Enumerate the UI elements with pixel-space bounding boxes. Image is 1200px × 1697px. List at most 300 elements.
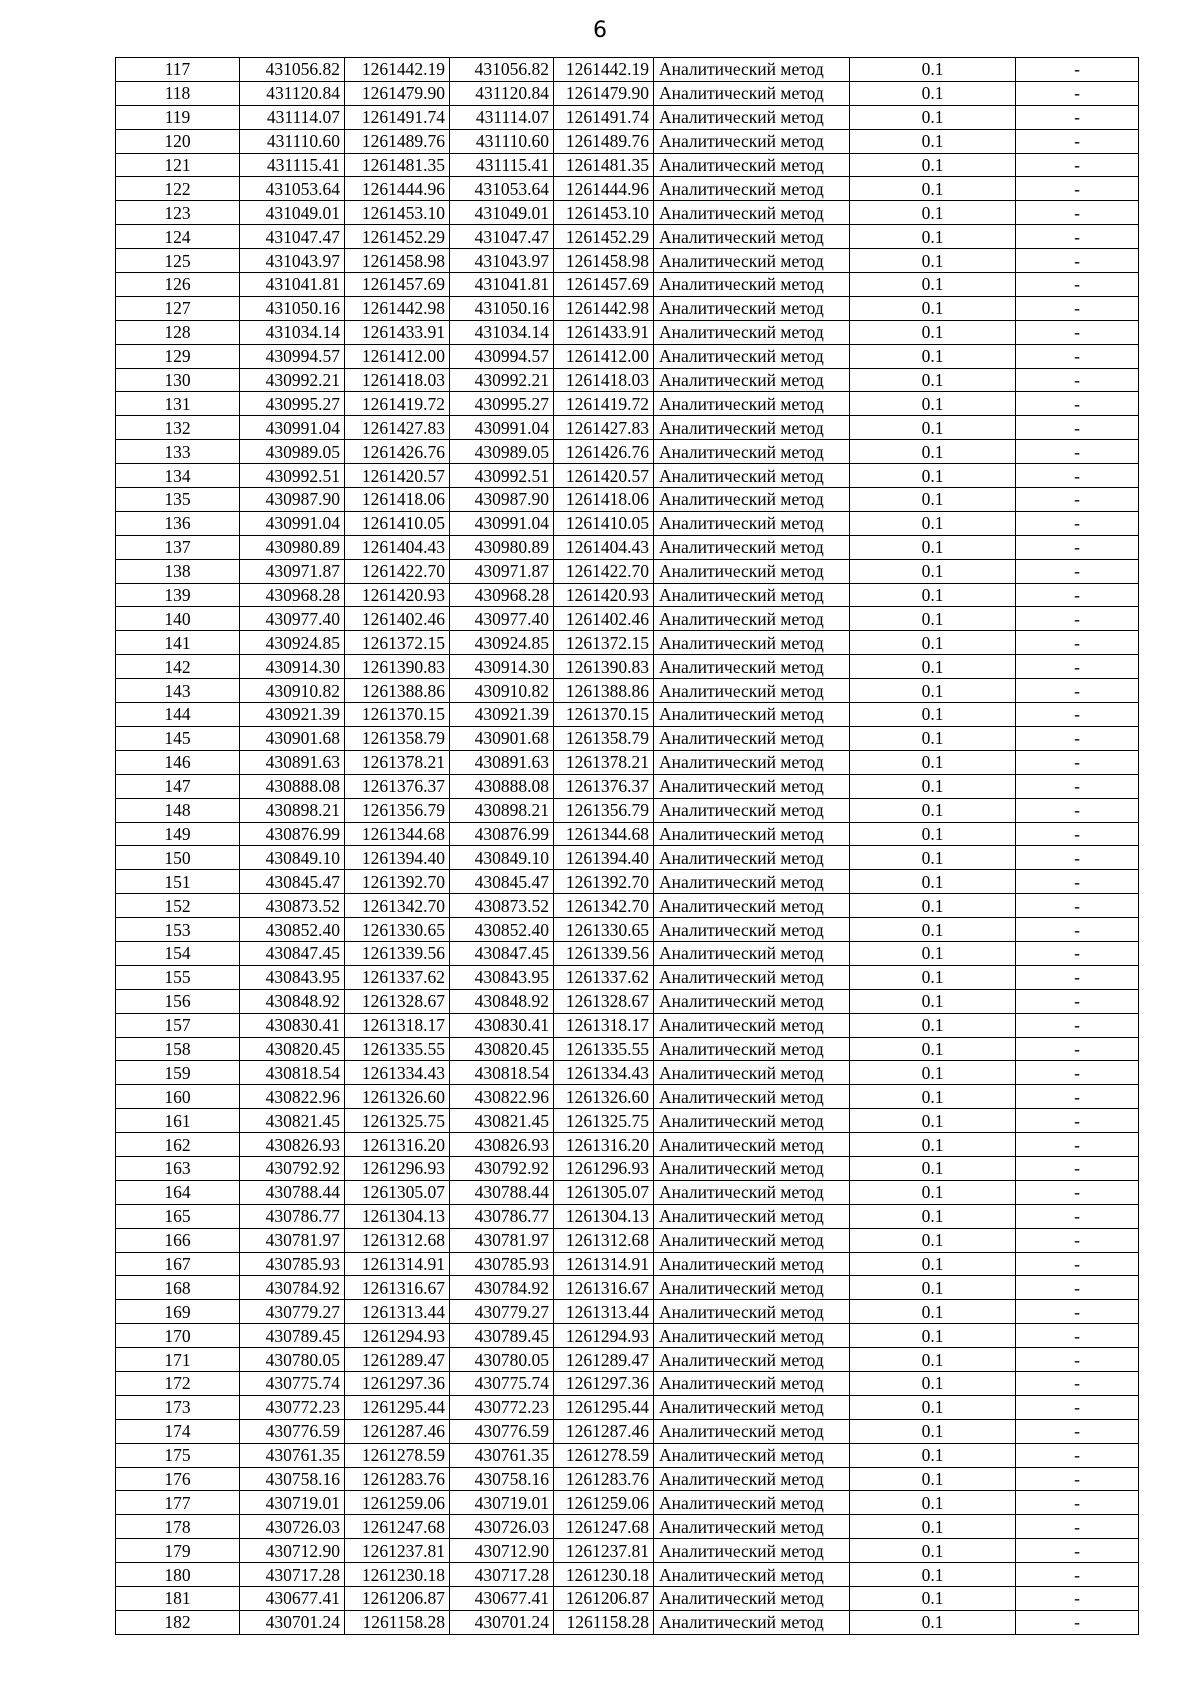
table-row	[116, 1228, 1139, 1252]
table-row	[116, 1061, 1139, 1085]
table-row	[116, 703, 1139, 727]
table-row	[116, 989, 1139, 1013]
table-row	[116, 1395, 1139, 1419]
method-cell: Аналитический метод	[654, 965, 850, 989]
accuracy-cell: 0.1	[850, 58, 1016, 82]
y-new-cell: 1261410.05	[554, 511, 654, 535]
y-new-cell: 1261339.56	[554, 941, 654, 965]
method-cell: Аналитический метод	[654, 1133, 850, 1157]
y-new-cell: 1261442.98	[554, 296, 654, 320]
table-row	[116, 583, 1139, 607]
x-new-cell: 430788.44	[450, 1180, 554, 1204]
table-row	[116, 225, 1139, 249]
x-new-cell: 431056.82	[450, 58, 554, 82]
y-old-cell: 1261316.67	[345, 1276, 450, 1300]
x-new-cell: 431053.64	[450, 177, 554, 201]
method-cell: Аналитический метод	[654, 1156, 850, 1180]
x-new-cell: 430712.90	[450, 1539, 554, 1563]
table-body	[116, 58, 1139, 1635]
note-cell: -	[1016, 1539, 1139, 1563]
x-old-cell: 431047.47	[240, 225, 345, 249]
point-number-cell: 157	[116, 1013, 240, 1037]
note-cell: -	[1016, 989, 1139, 1013]
accuracy-cell: 0.1	[850, 750, 1016, 774]
table-row	[116, 153, 1139, 177]
table-row	[116, 918, 1139, 942]
x-old-cell: 430677.41	[240, 1587, 345, 1611]
table-row	[116, 1204, 1139, 1228]
note-cell: -	[1016, 177, 1139, 201]
note-cell: -	[1016, 607, 1139, 631]
y-new-cell: 1261426.76	[554, 440, 654, 464]
note-cell: -	[1016, 631, 1139, 655]
note-cell: -	[1016, 1443, 1139, 1467]
method-cell: Аналитический метод	[654, 488, 850, 512]
method-cell: Аналитический метод	[654, 1324, 850, 1348]
x-new-cell: 430901.68	[450, 726, 554, 750]
note-cell: -	[1016, 225, 1139, 249]
accuracy-cell: 0.1	[850, 870, 1016, 894]
y-new-cell: 1261356.79	[554, 798, 654, 822]
x-new-cell: 431110.60	[450, 129, 554, 153]
y-new-cell: 1261342.70	[554, 894, 654, 918]
x-new-cell: 430820.45	[450, 1037, 554, 1061]
x-new-cell: 430888.08	[450, 774, 554, 798]
x-old-cell: 430921.39	[240, 703, 345, 727]
y-old-cell: 1261489.76	[345, 129, 450, 153]
x-old-cell: 430891.63	[240, 750, 345, 774]
y-new-cell: 1261294.93	[554, 1324, 654, 1348]
accuracy-cell: 0.1	[850, 1228, 1016, 1252]
point-number-cell: 154	[116, 941, 240, 965]
x-old-cell: 430995.27	[240, 392, 345, 416]
y-new-cell: 1261412.00	[554, 344, 654, 368]
point-number-cell: 117	[116, 58, 240, 82]
point-number-cell: 122	[116, 177, 240, 201]
x-new-cell: 430987.90	[450, 488, 554, 512]
x-new-cell: 430968.28	[450, 583, 554, 607]
note-cell: -	[1016, 249, 1139, 273]
y-new-cell: 1261314.91	[554, 1252, 654, 1276]
x-new-cell: 430775.74	[450, 1371, 554, 1395]
method-cell: Аналитический метод	[654, 81, 850, 105]
note-cell: -	[1016, 1109, 1139, 1133]
table-row	[116, 1037, 1139, 1061]
table-row	[116, 249, 1139, 273]
note-cell: -	[1016, 965, 1139, 989]
y-old-cell: 1261314.91	[345, 1252, 450, 1276]
point-number-cell: 133	[116, 440, 240, 464]
y-old-cell: 1261412.00	[345, 344, 450, 368]
method-cell: Аналитический метод	[654, 1276, 850, 1300]
table-row	[116, 58, 1139, 82]
x-new-cell: 430701.24	[450, 1610, 554, 1634]
y-new-cell: 1261370.15	[554, 703, 654, 727]
x-new-cell: 430761.35	[450, 1443, 554, 1467]
y-old-cell: 1261410.05	[345, 511, 450, 535]
accuracy-cell: 0.1	[850, 392, 1016, 416]
y-old-cell: 1261339.56	[345, 941, 450, 965]
x-new-cell: 430914.30	[450, 655, 554, 679]
y-old-cell: 1261305.07	[345, 1180, 450, 1204]
y-new-cell: 1261392.70	[554, 870, 654, 894]
y-new-cell: 1261444.96	[554, 177, 654, 201]
y-old-cell: 1261337.62	[345, 965, 450, 989]
accuracy-cell: 0.1	[850, 774, 1016, 798]
method-cell: Аналитический метод	[654, 798, 850, 822]
x-old-cell: 430968.28	[240, 583, 345, 607]
accuracy-cell: 0.1	[850, 1156, 1016, 1180]
x-new-cell: 430873.52	[450, 894, 554, 918]
accuracy-cell: 0.1	[850, 1013, 1016, 1037]
y-new-cell: 1261358.79	[554, 726, 654, 750]
method-cell: Аналитический метод	[654, 296, 850, 320]
table-row	[116, 870, 1139, 894]
y-old-cell: 1261376.37	[345, 774, 450, 798]
method-cell: Аналитический метод	[654, 1252, 850, 1276]
y-old-cell: 1261278.59	[345, 1443, 450, 1467]
x-new-cell: 430821.45	[450, 1109, 554, 1133]
y-new-cell: 1261344.68	[554, 822, 654, 846]
method-cell: Аналитический метод	[654, 1467, 850, 1491]
x-old-cell: 430830.41	[240, 1013, 345, 1037]
x-old-cell: 430719.01	[240, 1491, 345, 1515]
point-number-cell: 153	[116, 918, 240, 942]
x-old-cell: 430852.40	[240, 918, 345, 942]
method-cell: Аналитический метод	[654, 1204, 850, 1228]
accuracy-cell: 0.1	[850, 201, 1016, 225]
note-cell: -	[1016, 58, 1139, 82]
x-old-cell: 430980.89	[240, 535, 345, 559]
table-row	[116, 655, 1139, 679]
point-number-cell: 150	[116, 846, 240, 870]
note-cell: -	[1016, 1252, 1139, 1276]
method-cell: Аналитический метод	[654, 822, 850, 846]
accuracy-cell: 0.1	[850, 105, 1016, 129]
table-row	[116, 511, 1139, 535]
point-number-cell: 151	[116, 870, 240, 894]
method-cell: Аналитический метод	[654, 249, 850, 273]
note-cell: -	[1016, 320, 1139, 344]
x-new-cell: 430772.23	[450, 1395, 554, 1419]
accuracy-cell: 0.1	[850, 846, 1016, 870]
note-cell: -	[1016, 392, 1139, 416]
y-new-cell: 1261283.76	[554, 1467, 654, 1491]
accuracy-cell: 0.1	[850, 1324, 1016, 1348]
y-old-cell: 1261452.29	[345, 225, 450, 249]
x-new-cell: 430717.28	[450, 1563, 554, 1587]
table-row	[116, 201, 1139, 225]
accuracy-cell: 0.1	[850, 1467, 1016, 1491]
note-cell: -	[1016, 81, 1139, 105]
method-cell: Аналитический метод	[654, 1228, 850, 1252]
point-number-cell: 144	[116, 703, 240, 727]
y-new-cell: 1261312.68	[554, 1228, 654, 1252]
x-old-cell: 430775.74	[240, 1371, 345, 1395]
y-old-cell: 1261334.43	[345, 1061, 450, 1085]
x-old-cell: 430786.77	[240, 1204, 345, 1228]
accuracy-cell: 0.1	[850, 1419, 1016, 1443]
method-cell: Аналитический метод	[654, 941, 850, 965]
method-cell: Аналитический метод	[654, 153, 850, 177]
y-new-cell: 1261372.15	[554, 631, 654, 655]
accuracy-cell: 0.1	[850, 1587, 1016, 1611]
table-row	[116, 1443, 1139, 1467]
accuracy-cell: 0.1	[850, 1491, 1016, 1515]
y-old-cell: 1261356.79	[345, 798, 450, 822]
table-row	[116, 368, 1139, 392]
method-cell: Аналитический метод	[654, 1443, 850, 1467]
accuracy-cell: 0.1	[850, 1300, 1016, 1324]
note-cell: -	[1016, 1563, 1139, 1587]
point-number-cell: 169	[116, 1300, 240, 1324]
note-cell: -	[1016, 1228, 1139, 1252]
x-new-cell: 430977.40	[450, 607, 554, 631]
table-row	[116, 1587, 1139, 1611]
y-old-cell: 1261479.90	[345, 81, 450, 105]
method-cell: Аналитический метод	[654, 989, 850, 1013]
accuracy-cell: 0.1	[850, 655, 1016, 679]
y-new-cell: 1261489.76	[554, 129, 654, 153]
y-new-cell: 1261453.10	[554, 201, 654, 225]
note-cell: -	[1016, 774, 1139, 798]
point-number-cell: 152	[116, 894, 240, 918]
point-number-cell: 161	[116, 1109, 240, 1133]
method-cell: Аналитический метод	[654, 583, 850, 607]
x-new-cell: 430980.89	[450, 535, 554, 559]
table-row	[116, 105, 1139, 129]
x-old-cell: 431120.84	[240, 81, 345, 105]
table-row	[116, 846, 1139, 870]
method-cell: Аналитический метод	[654, 464, 850, 488]
x-new-cell: 430891.63	[450, 750, 554, 774]
x-old-cell: 430761.35	[240, 1443, 345, 1467]
method-cell: Аналитический метод	[654, 440, 850, 464]
accuracy-cell: 0.1	[850, 1037, 1016, 1061]
table-row	[116, 488, 1139, 512]
x-new-cell: 430992.51	[450, 464, 554, 488]
x-old-cell: 430901.68	[240, 726, 345, 750]
note-cell: -	[1016, 583, 1139, 607]
note-cell: -	[1016, 655, 1139, 679]
x-old-cell: 430821.45	[240, 1109, 345, 1133]
x-new-cell: 430719.01	[450, 1491, 554, 1515]
x-old-cell: 430726.03	[240, 1515, 345, 1539]
note-cell: -	[1016, 1515, 1139, 1539]
point-number-cell: 176	[116, 1467, 240, 1491]
y-new-cell: 1261388.86	[554, 679, 654, 703]
y-new-cell: 1261316.67	[554, 1276, 654, 1300]
y-old-cell: 1261328.67	[345, 989, 450, 1013]
method-cell: Аналитический метод	[654, 225, 850, 249]
x-old-cell: 431110.60	[240, 129, 345, 153]
method-cell: Аналитический метод	[654, 416, 850, 440]
x-old-cell: 431115.41	[240, 153, 345, 177]
note-cell: -	[1016, 273, 1139, 297]
note-cell: -	[1016, 1587, 1139, 1611]
accuracy-cell: 0.1	[850, 177, 1016, 201]
y-old-cell: 1261289.47	[345, 1348, 450, 1372]
point-number-cell: 118	[116, 81, 240, 105]
method-cell: Аналитический метод	[654, 58, 850, 82]
method-cell: Аналитический метод	[654, 1085, 850, 1109]
table-row	[116, 1371, 1139, 1395]
method-cell: Аналитический метод	[654, 1395, 850, 1419]
method-cell: Аналитический метод	[654, 1348, 850, 1372]
x-old-cell: 430772.23	[240, 1395, 345, 1419]
note-cell: -	[1016, 1610, 1139, 1634]
y-new-cell: 1261278.59	[554, 1443, 654, 1467]
x-old-cell: 430994.57	[240, 344, 345, 368]
table-row	[116, 1156, 1139, 1180]
x-old-cell: 430876.99	[240, 822, 345, 846]
x-old-cell: 430792.92	[240, 1156, 345, 1180]
point-number-cell: 181	[116, 1587, 240, 1611]
x-old-cell: 430822.96	[240, 1085, 345, 1109]
note-cell: -	[1016, 129, 1139, 153]
x-new-cell: 430910.82	[450, 679, 554, 703]
note-cell: -	[1016, 1180, 1139, 1204]
method-cell: Аналитический метод	[654, 1300, 850, 1324]
point-number-cell: 138	[116, 559, 240, 583]
point-number-cell: 178	[116, 1515, 240, 1539]
point-number-cell: 147	[116, 774, 240, 798]
x-new-cell: 430847.45	[450, 941, 554, 965]
note-cell: -	[1016, 105, 1139, 129]
accuracy-cell: 0.1	[850, 488, 1016, 512]
y-new-cell: 1261230.18	[554, 1563, 654, 1587]
accuracy-cell: 0.1	[850, 368, 1016, 392]
y-new-cell: 1261427.83	[554, 416, 654, 440]
x-new-cell: 430826.93	[450, 1133, 554, 1157]
accuracy-cell: 0.1	[850, 129, 1016, 153]
x-new-cell: 430898.21	[450, 798, 554, 822]
point-number-cell: 123	[116, 201, 240, 225]
point-number-cell: 172	[116, 1371, 240, 1395]
x-new-cell: 430758.16	[450, 1467, 554, 1491]
y-new-cell: 1261206.87	[554, 1587, 654, 1611]
accuracy-cell: 0.1	[850, 1061, 1016, 1085]
note-cell: -	[1016, 726, 1139, 750]
accuracy-cell: 0.1	[850, 81, 1016, 105]
note-cell: -	[1016, 344, 1139, 368]
x-old-cell: 430971.87	[240, 559, 345, 583]
x-old-cell: 430758.16	[240, 1467, 345, 1491]
note-cell: -	[1016, 703, 1139, 727]
method-cell: Аналитический метод	[654, 918, 850, 942]
y-old-cell: 1261404.43	[345, 535, 450, 559]
accuracy-cell: 0.1	[850, 798, 1016, 822]
accuracy-cell: 0.1	[850, 1395, 1016, 1419]
point-number-cell: 139	[116, 583, 240, 607]
y-old-cell: 1261230.18	[345, 1563, 450, 1587]
x-old-cell: 430898.21	[240, 798, 345, 822]
x-old-cell: 430717.28	[240, 1563, 345, 1587]
y-old-cell: 1261402.46	[345, 607, 450, 631]
table-row	[116, 129, 1139, 153]
y-new-cell: 1261328.67	[554, 989, 654, 1013]
x-new-cell: 430785.93	[450, 1252, 554, 1276]
accuracy-cell: 0.1	[850, 1348, 1016, 1372]
note-cell: -	[1016, 1061, 1139, 1085]
accuracy-cell: 0.1	[850, 344, 1016, 368]
accuracy-cell: 0.1	[850, 1133, 1016, 1157]
method-cell: Аналитический метод	[654, 105, 850, 129]
accuracy-cell: 0.1	[850, 941, 1016, 965]
point-number-cell: 126	[116, 273, 240, 297]
page-number: 6	[593, 18, 607, 43]
method-cell: Аналитический метод	[654, 607, 850, 631]
accuracy-cell: 0.1	[850, 153, 1016, 177]
accuracy-cell: 0.1	[850, 464, 1016, 488]
y-new-cell: 1261481.35	[554, 153, 654, 177]
y-old-cell: 1261457.69	[345, 273, 450, 297]
x-old-cell: 430820.45	[240, 1037, 345, 1061]
x-new-cell: 431050.16	[450, 296, 554, 320]
note-cell: -	[1016, 416, 1139, 440]
note-cell: -	[1016, 559, 1139, 583]
accuracy-cell: 0.1	[850, 416, 1016, 440]
point-number-cell: 146	[116, 750, 240, 774]
accuracy-cell: 0.1	[850, 918, 1016, 942]
method-cell: Аналитический метод	[654, 559, 850, 583]
method-cell: Аналитический метод	[654, 1515, 850, 1539]
method-cell: Аналитический метод	[654, 1371, 850, 1395]
x-old-cell: 430873.52	[240, 894, 345, 918]
table-row	[116, 535, 1139, 559]
x-new-cell: 431120.84	[450, 81, 554, 105]
y-new-cell: 1261259.06	[554, 1491, 654, 1515]
accuracy-cell: 0.1	[850, 320, 1016, 344]
y-new-cell: 1261491.74	[554, 105, 654, 129]
x-new-cell: 430848.92	[450, 989, 554, 1013]
x-new-cell: 430786.77	[450, 1204, 554, 1228]
note-cell: -	[1016, 1276, 1139, 1300]
x-new-cell: 431047.47	[450, 225, 554, 249]
accuracy-cell: 0.1	[850, 1180, 1016, 1204]
note-cell: -	[1016, 1037, 1139, 1061]
method-cell: Аналитический метод	[654, 1491, 850, 1515]
y-old-cell: 1261358.79	[345, 726, 450, 750]
point-number-cell: 136	[116, 511, 240, 535]
point-number-cell: 162	[116, 1133, 240, 1157]
y-new-cell: 1261378.21	[554, 750, 654, 774]
point-number-cell: 128	[116, 320, 240, 344]
point-number-cell: 179	[116, 1539, 240, 1563]
note-cell: -	[1016, 511, 1139, 535]
point-number-cell: 182	[116, 1610, 240, 1634]
note-cell: -	[1016, 1300, 1139, 1324]
y-new-cell: 1261247.68	[554, 1515, 654, 1539]
accuracy-cell: 0.1	[850, 249, 1016, 273]
table-row	[116, 440, 1139, 464]
x-new-cell: 431114.07	[450, 105, 554, 129]
table-row	[116, 1515, 1139, 1539]
x-old-cell: 430818.54	[240, 1061, 345, 1085]
y-old-cell: 1261158.28	[345, 1610, 450, 1634]
method-cell: Аналитический метод	[654, 344, 850, 368]
method-cell: Аналитический метод	[654, 320, 850, 344]
coordinates-table	[115, 57, 1139, 1635]
y-old-cell: 1261390.83	[345, 655, 450, 679]
point-number-cell: 166	[116, 1228, 240, 1252]
note-cell: -	[1016, 1324, 1139, 1348]
method-cell: Аналитический метод	[654, 1109, 850, 1133]
point-number-cell: 170	[116, 1324, 240, 1348]
method-cell: Аналитический метод	[654, 201, 850, 225]
y-new-cell: 1261297.36	[554, 1371, 654, 1395]
point-number-cell: 129	[116, 344, 240, 368]
